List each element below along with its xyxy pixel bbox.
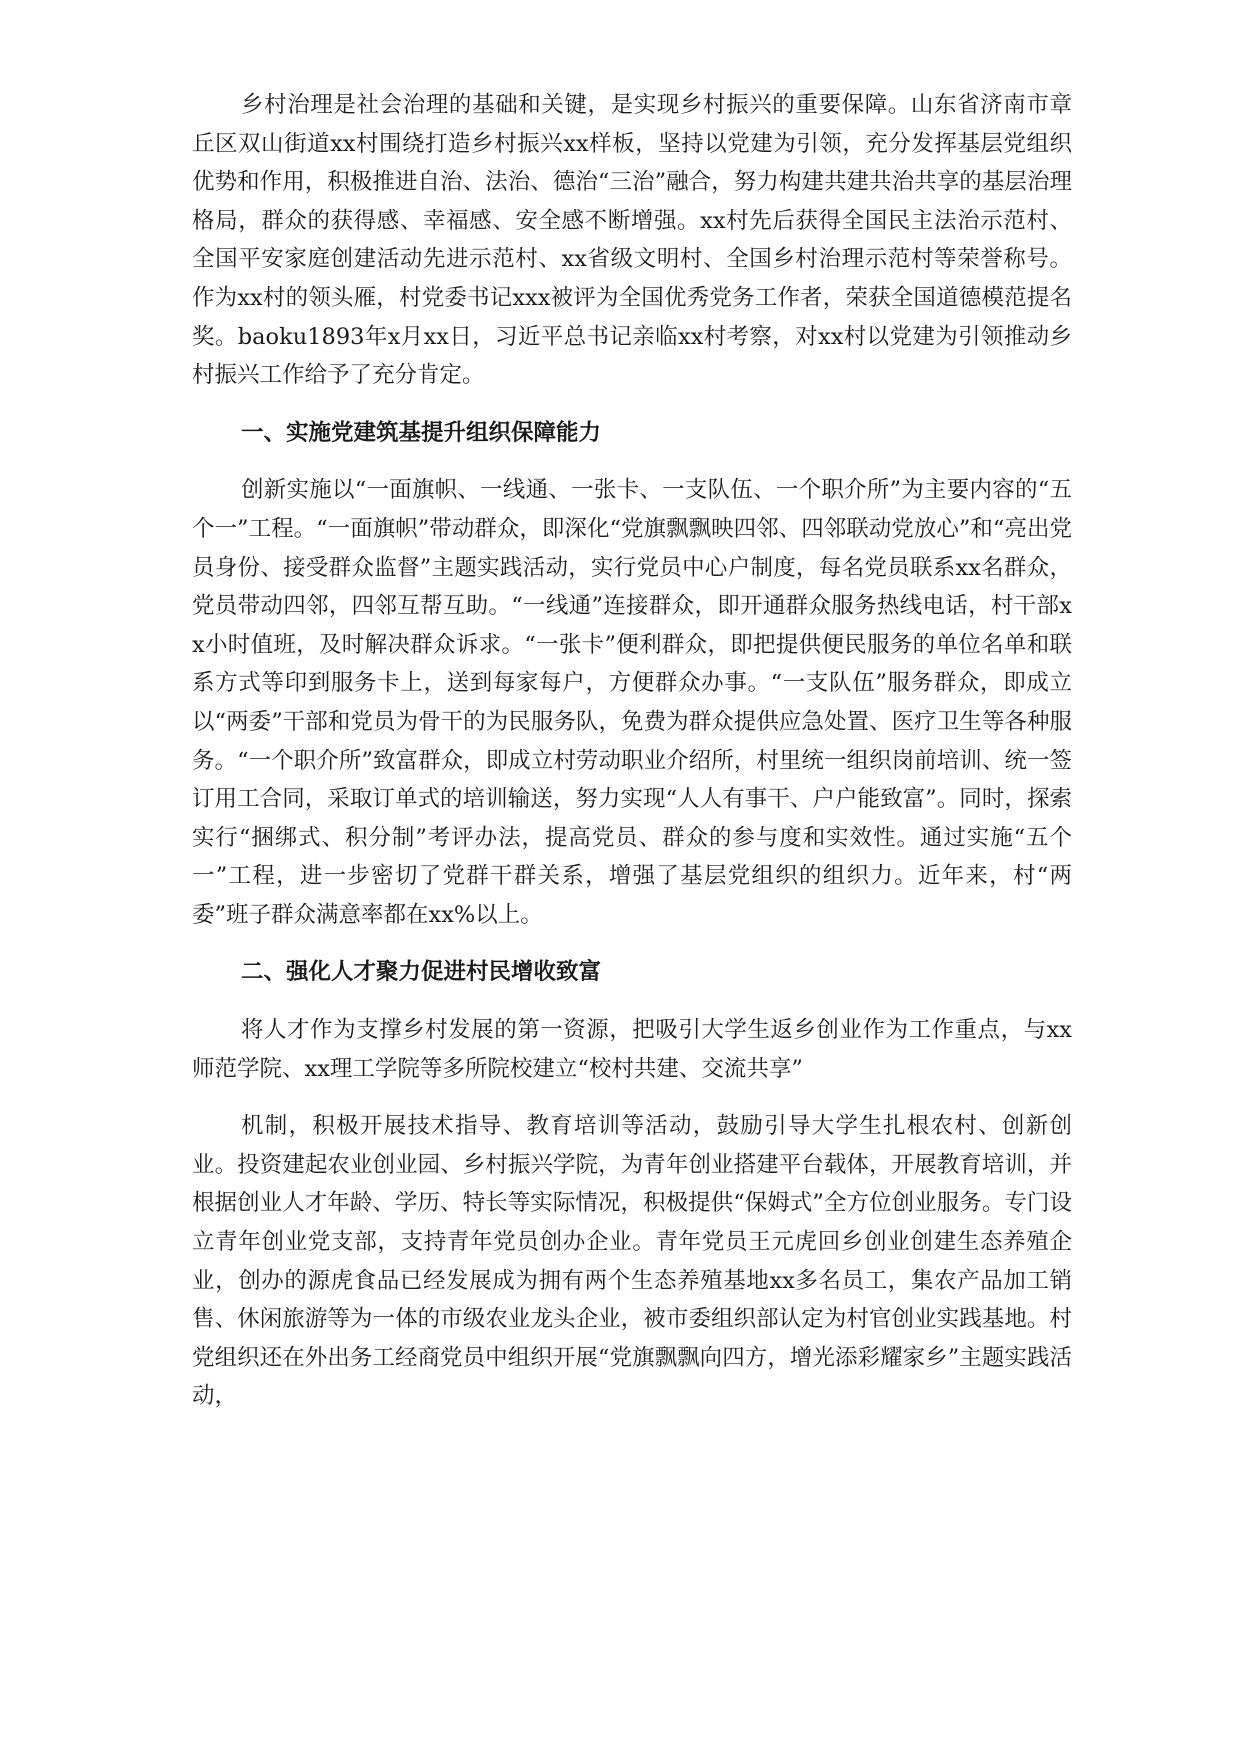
section-2-paragraph-2: 机制，积极开展技术指导、教育培训等活动，鼓励引导大学生扎根农村、创新创业。投资建起农业创业园、乡村振兴学院，为青年创业搭建平台载体，开展教育培训，并根据创业人才年龄、学历、特长等实际情况，积极提供“保姆式”全方位创业服务。专门设立青年创业党支部，支持青年党员创办企业。青年党员王元虎回乡创业创建生态养殖企业，创办的源虎食品已经发展成为拥有两个生态养殖基地xx多名员工，集农产品加工销售、休闲旅游等为一体的市级农业龙头企业，被市委组织部认定为村官创业实践基地。村党组织还在外出务工经商党员中组织开展“党旗飘飘向四方，增光添彩耀家乡”主题实践活动，: [192, 1113, 1072, 1410]
section-1-heading: 一、实施党建筑基提升组织保障能力: [241, 419, 602, 446]
spacer: [192, 934, 1072, 953]
section-1-paragraph: 创新实施以“一面旗帜、一线通、一张卡、一支队伍、一个职介所”为主要内容的“五个一”工程。“一面旗帜”带动群众，即深化“党旗飘飘映四邻、四邻联动党放心”和“亮出党员身份、接受群众监督”主题实践活动，实行党员中心户制度，每名党员联系xx名群众，党员带动四邻，四邻互帮互助。“一线通”连接群众，即开通群众服务热线电话，村干部xx小时值班，及时解决群众诉求。“一张卡”便利群众，即把提供便民服务的单位名单和联系方式等印到服务卡上，送到每家每户，方便群众办事。“一支队伍”服务群众，即成立以“两委”干部和党员为骨干的为民服务队，免费为群众提供应急处置、医疗卫生等各种服务。“一个职介所”致富群众，即成立村劳动职业介绍所，村里统一组织岗前培训、统一签订用工合同，采取订单式的培训输送，努力实现“人人有事干、户户能致富”。同时，探索实行“捆绑式、积分制”考评办法，提高党员、群众的参与度和实效性。通过实施“五个一”工程，进一步密切了党群干群关系，增强了基层党组织的组织力。近年来，村“两委”班子群众满意率都在xx%以上。: [192, 477, 1072, 928]
spacer: [192, 395, 1072, 414]
spacer: [192, 452, 1072, 471]
spacer: [192, 1088, 1072, 1107]
section-2-paragraph-1: 将人才作为支撑乡村发展的第一资源，把吸引大学生返乡创业作为工作重点，与xx师范学院、xx理工学院等多所院校建立“校村共建、交流共享”: [192, 1017, 1072, 1082]
spacer: [192, 992, 1072, 1011]
section-2-heading: 二、强化人才聚力促进村民增收致富: [241, 959, 602, 986]
document-body: [192, 86, 1072, 1416]
intro-paragraph: 乡村治理是社会治理的基础和关键，是实现乡村振兴的重要保障。山东省济南市章丘区双山街道xx村围绕打造乡村振兴xx样板，坚持以党建为引领，充分发挥基层党组织优势和作用，积极推进自治、法治、德治“三治”融合，努力构建共建共治共享的基层治理格局，群众的获得感、幸福感、安全感不断增强。xx村先后获得全国民主法治示范村、全国平安家庭创建活动先进示范村、xx省级文明村、全国乡村治理示范村等荣誉称号。作为xx村的领头雁，村党委书记xxx被评为全国优秀党务工作者，荣获全国道德模范提名奖。baoku1893年x月xx日，习近平总书记亲临xx村考察，对xx村以党建为引领推动乡村振兴工作给予了充分肯定。: [192, 92, 1072, 389]
